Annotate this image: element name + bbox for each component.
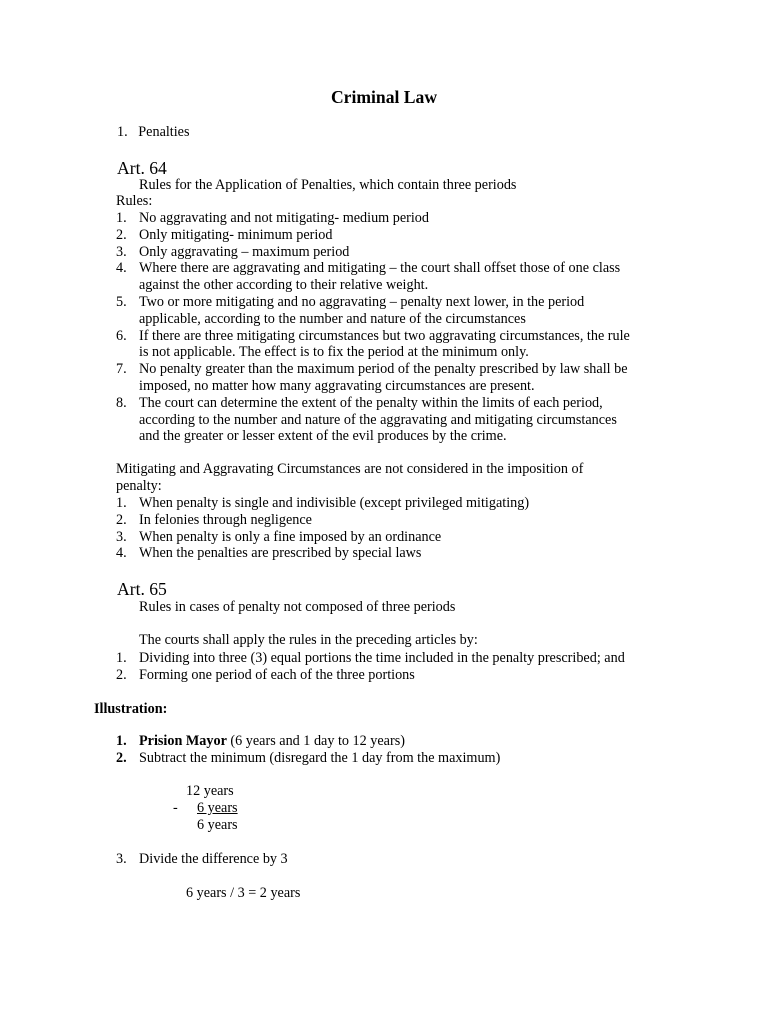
list-item (116, 667, 676, 684)
calc-minus-sign: - (173, 800, 178, 816)
illustration-step-3 (116, 851, 676, 868)
list-item (116, 244, 676, 261)
list-item (116, 260, 676, 294)
outline-number: 1. (117, 124, 128, 140)
list-number: 6. (116, 327, 127, 344)
list-number: 2. (116, 666, 127, 683)
list-text: applicable, according to the number and nature of the circumstances (139, 310, 526, 327)
list-text: The court can determine the extent of the penalty within the limits of each period, (139, 394, 603, 411)
list-item (116, 227, 676, 244)
list-item (116, 210, 676, 227)
list-text: No aggravating and not mitigating- medium period (139, 210, 429, 226)
list-item (116, 361, 676, 395)
art64-heading: Art. 64 (117, 158, 167, 178)
list-number: 4. (116, 545, 127, 562)
list-item (116, 294, 676, 328)
list-number: 1. (116, 650, 127, 666)
rules-label: Rules: (116, 193, 153, 209)
list-number: 4. (116, 260, 127, 277)
calc-result: 6 years (197, 817, 238, 833)
illustration-label: Illustration: (94, 701, 168, 717)
paragraph-line: penalty: (116, 477, 162, 494)
art64-subtitle: Rules for the Application of Penalties, which contain three periods (139, 177, 517, 193)
list-text: Dividing into three (3) equal portions the time included in the penalty prescribed; and (139, 650, 625, 666)
list-text: and the greater or lesser extent of the evil produces by the crime. (139, 428, 507, 445)
penalty-name: Prision Mayor (139, 733, 227, 749)
list-number: 2. (116, 226, 127, 243)
list-number: 3. (116, 851, 127, 867)
list-number: 5. (116, 293, 127, 310)
list-number: 1. (116, 210, 127, 226)
list-item (116, 495, 676, 512)
not-considered-paragraph (116, 461, 676, 495)
illustration-step-1 (116, 733, 676, 767)
division-result: 6 years / 3 = 2 years (186, 885, 301, 901)
paragraph-line: Mitigating and Aggravating Circumstances are not considered in the imposition of (116, 461, 584, 477)
calc-minuend: 12 years (186, 783, 234, 799)
list-number: 3. (116, 243, 127, 260)
list-text: Where there are aggravating and mitigating – the court shall offset those of one class (139, 260, 621, 277)
list-text: No penalty greater than the maximum period of the penalty prescribed by law shall be (139, 361, 628, 378)
outline-text: Penalties (138, 124, 190, 140)
list-item (116, 545, 676, 562)
list-text: Divide the difference by 3 (139, 851, 288, 867)
list-text: In felonies through negligence (139, 511, 312, 528)
illustration-step-2 (116, 750, 676, 767)
list-item (116, 512, 676, 529)
art65-intro: The courts shall apply the rules in the preceding articles by: (139, 632, 478, 648)
list-text: is not applicable. The effect is to fix the period at the minimum only. (139, 344, 529, 361)
list-text: (6 years and 1 day to 12 years) (226, 733, 405, 749)
list-text: against the other according to their relative weight. (139, 277, 429, 294)
list-text: according to the number and nature of the aggravating and mitigating circumstances (139, 411, 617, 428)
page-title: Criminal Law (330, 87, 438, 107)
list-number: 2. (116, 511, 127, 528)
list-text: Forming one period of each of the three portions (139, 666, 415, 683)
list-text: Only mitigating- minimum period (139, 226, 333, 243)
list-text: Two or more mitigating and no aggravating – penalty next lower, in the period (139, 293, 585, 310)
art65-subtitle: Rules in cases of penalty not composed of three periods (139, 599, 456, 615)
list-text: Only aggravating – maximum period (139, 243, 350, 260)
outline-item (117, 124, 190, 141)
list-text: If there are three mitigating circumstances but two aggravating circumstances, the rule (139, 327, 630, 344)
calc-subtrahend: 6 years (197, 800, 238, 816)
list-item (116, 328, 676, 362)
list-item (116, 529, 676, 546)
list-number: 7. (116, 361, 127, 378)
list-number: 3. (116, 528, 127, 545)
list-item (116, 851, 676, 868)
list-text: When penalty is single and indivisible (except privileged mitigating) (139, 495, 530, 511)
list-number: 2. (116, 750, 127, 766)
list-number: 8. (116, 394, 127, 411)
list-item (116, 733, 676, 750)
list-item (116, 650, 676, 667)
art65-rules-list (116, 650, 676, 684)
not-considered-list (116, 495, 676, 562)
art64-rules-list (116, 210, 676, 445)
list-number: 1. (116, 495, 127, 511)
list-text: When penalty is only a fine imposed by an ordinance (139, 528, 442, 545)
list-text: When the penalties are prescribed by special laws (139, 545, 422, 562)
list-text: imposed, no matter how many aggravating circumstances are present. (139, 377, 535, 394)
list-text: Subtract the minimum (disregard the 1 day from the maximum) (139, 750, 501, 766)
art65-heading: Art. 65 (117, 579, 167, 599)
list-item (116, 395, 676, 445)
list-number: 1. (116, 733, 127, 749)
